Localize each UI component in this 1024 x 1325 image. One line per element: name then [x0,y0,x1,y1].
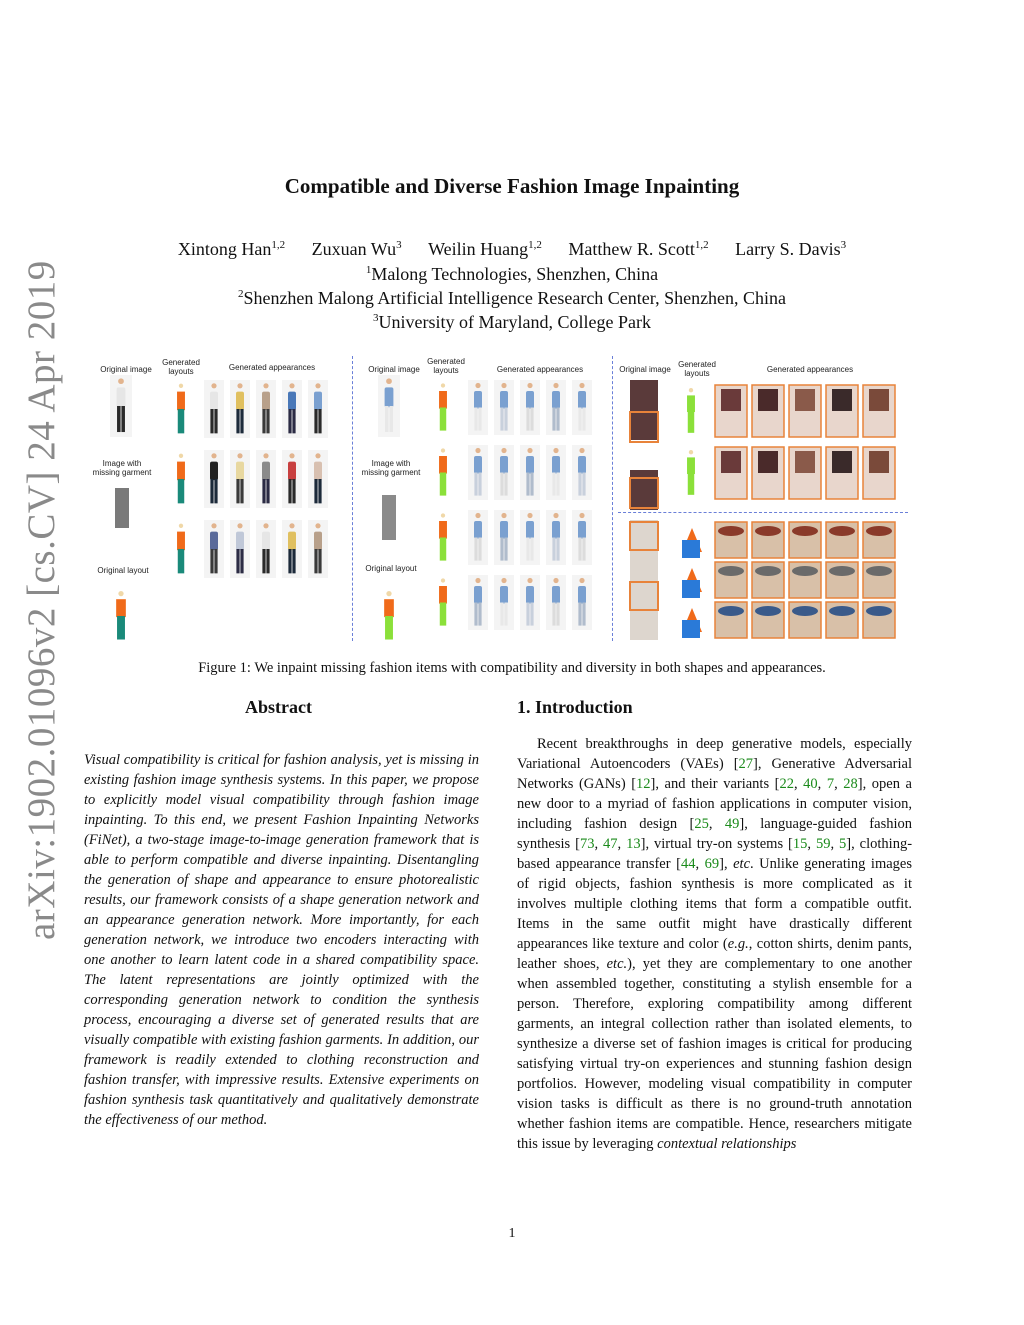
head-shape [315,523,320,528]
leg-shape [478,603,481,626]
top-garment-shape [552,391,560,409]
hat-shape [866,606,892,616]
leg-shape [210,479,213,503]
top-garment-shape [578,521,586,539]
citation-link[interactable]: 44 [680,856,696,872]
panel-separator [352,356,353,641]
leg-shape [578,473,581,496]
head-shape [475,513,480,518]
affiliation: $^3$University of Maryland, College Park [373,312,651,332]
panel-separator [618,512,908,513]
leg-shape [500,408,503,431]
label-generated-layouts: Generated layouts [427,357,465,375]
leg-shape [314,409,317,433]
head-shape [579,383,584,388]
layout-bottom-shape [178,549,184,573]
page-number: 1 [508,1226,516,1241]
head-shape [237,523,242,528]
leg-shape [474,473,477,496]
layout-top-shape [384,599,394,617]
leg-shape [210,549,213,573]
head-shape [263,523,268,528]
citation-link[interactable]: 25 [694,816,709,832]
leg-shape [236,479,239,503]
top-garment-shape [288,392,296,411]
head-shape [211,383,216,388]
citation-link[interactable]: 40 [803,776,818,792]
figure-caption: Figure 1: We inpaint missing fashion items with compatibility and diversity in both shapes and appearances. [198,660,826,676]
layout-top-shape [177,392,185,411]
leg-shape [262,409,265,433]
affiliation: $^1$Malong Technologies, Shenzhen, China [365,264,659,284]
missing-garment-mask [115,488,129,528]
layout-head-shape [118,591,123,596]
leg-shape [504,473,507,496]
layout-top-shape [682,620,700,638]
hat-shape [866,566,892,576]
author: Larry S. Davis$^3$ [735,239,847,259]
layout-bottom-shape [178,479,184,503]
label-generated-appearances: Generated appearances [496,365,584,374]
head-shape [475,578,480,583]
figure-thumbnails [90,350,910,646]
leg-shape [318,549,321,573]
citation-link[interactable]: 69 [704,856,720,872]
top-garment-shape [210,532,218,551]
skirt-shape [758,451,778,473]
citation-link[interactable]: 27 [738,756,754,772]
hat-shape [792,566,818,576]
leg-shape [504,538,507,561]
hat-shape [718,606,744,616]
leg-shape [526,408,529,431]
head-shape [237,383,242,388]
leg-shape [266,549,269,573]
hat-shape [829,526,855,536]
head-shape [211,523,216,528]
leg-shape [288,479,291,503]
panel-separator [612,356,613,641]
leg-shape [474,603,477,626]
label-generated-appearances: Generated appearances [766,365,854,374]
leg-shape [314,549,317,573]
leg-shape [582,408,585,431]
layout-head-shape [441,513,445,517]
label-original-layout: Original layout [365,564,417,573]
hat-shape [755,606,781,616]
skirt-shape [832,389,852,411]
leg-shape [240,479,243,503]
layout-head-shape [179,454,183,458]
skirt-shape [721,451,741,473]
head-shape [289,453,294,458]
top-garment-shape [262,532,270,551]
hat-shape [829,606,855,616]
leg-shape [292,409,295,433]
head-shape [501,383,506,388]
citation-link[interactable]: 7 [826,776,835,792]
leg-shape [117,406,121,432]
citation-link[interactable]: 12 [636,776,651,792]
leg-shape [240,549,243,573]
leg-shape [556,603,559,626]
top-garment-shape [314,392,322,411]
hat-shape [792,526,818,536]
leg-shape [578,538,581,561]
layout-bottom-shape [440,408,446,431]
hat-shape [792,606,818,616]
label-generated-appearances: Generated appearances [228,363,316,372]
top-garment-shape [552,456,560,474]
leg-shape [210,409,213,433]
abstract-heading: Abstract [245,697,312,717]
top-garment-shape [474,521,482,539]
leg-shape [578,408,581,431]
author: Weilin Huang$^{1,2}$ [428,239,542,259]
layout-bottom-shape [688,411,694,433]
top-garment-shape [262,392,270,411]
leg-shape [556,473,559,496]
top-garment-shape [314,532,322,551]
top-garment-shape [578,456,586,474]
leg-shape [214,549,217,573]
citation-link[interactable]: 5 [839,836,847,852]
leg-shape [266,409,269,433]
leg-shape [288,409,291,433]
leg-shape [582,603,585,626]
hat-shape [866,526,892,536]
skirt-shape [721,389,741,411]
leg-shape [500,603,503,626]
head-shape [579,513,584,518]
top-garment-shape [500,521,508,539]
leg-shape [478,538,481,561]
leg-shape [389,406,393,432]
leg-shape [526,603,529,626]
head-shape [289,383,294,388]
layout-top-shape [439,586,447,604]
head-shape [553,513,558,518]
skirt-shape [795,389,815,411]
top-garment-shape [578,391,586,409]
leg-shape [552,473,555,496]
layout-top-shape [439,456,447,474]
leg-shape [121,406,125,432]
leg-shape [504,603,507,626]
top-garment-shape [314,462,322,481]
author: Matthew R. Scott$^{1,2}$ [568,239,709,259]
head-shape [553,448,558,453]
leg-shape [500,473,503,496]
label-original-image: Original image [368,365,420,374]
figure-1 [90,350,910,646]
layout-head-shape [689,450,693,454]
layout-bottom-shape [178,409,184,433]
original-image-thumbnail [630,520,658,640]
leg-shape [474,538,477,561]
head-shape [315,453,320,458]
layout-bottom-shape [385,616,393,640]
citation-link[interactable]: 49 [724,816,740,832]
leg-shape [240,409,243,433]
head-shape [527,578,532,583]
top-garment-shape [236,462,244,481]
top-garment-shape [552,521,560,539]
head-shape [211,453,216,458]
leg-shape [318,409,321,433]
layout-head-shape [179,524,183,528]
layout-top-shape [177,532,185,551]
leg-shape [292,549,295,573]
skirt-shape [869,451,889,473]
head-shape [263,383,268,388]
leg-shape [530,538,533,561]
layout-top-shape [687,457,695,474]
head-shape [501,578,506,583]
leg-shape [530,473,533,496]
leg-shape [214,409,217,433]
top-garment-shape [288,532,296,551]
citation-link[interactable]: 28 [843,776,858,792]
citation-link[interactable]: 59 [815,836,831,852]
hat-shape [829,566,855,576]
leg-shape [526,473,529,496]
head-shape [263,453,268,458]
top-garment-shape [526,586,534,604]
leg-shape [236,549,239,573]
head-shape [118,378,124,384]
label-original-image: Original image [619,365,671,374]
layout-head-shape [441,448,445,452]
top-garment-shape [500,586,508,604]
citation-link[interactable]: 73 [579,836,595,852]
author-list [0,239,1024,260]
leg-shape [552,603,555,626]
top-garment-shape [578,586,586,604]
layout-bottom-shape [117,616,125,640]
original-image-thumbnail [630,470,658,510]
skirt-shape [869,389,889,411]
leg-shape [578,603,581,626]
author: Zuxuan Wu$^3$ [311,239,402,259]
leg-shape [385,406,389,432]
missing-garment-mask [382,495,396,540]
author: Xintong Han$^{1,2}$ [177,239,286,259]
leg-shape [262,479,265,503]
top-garment-shape [117,387,126,407]
head-shape [237,453,242,458]
leg-shape [478,408,481,431]
layout-top-shape [687,395,695,412]
leg-shape [556,408,559,431]
leg-shape [526,538,529,561]
head-shape [553,578,558,583]
label-original-image: Original image [100,365,152,374]
label-original-layout: Original layout [97,566,149,575]
paper-title: Compatible and Diverse Fashion Image Inpainting [284,174,740,198]
leg-shape [314,479,317,503]
head-shape [315,383,320,388]
layout-head-shape [689,388,693,392]
leg-shape [552,408,555,431]
leg-shape [552,538,555,561]
abstract-text: Visual compatibility is critical for fashion analysis, yet is missing in existing fashion image synthesis systems. In this paper, we propose to explicitly model visual compatibility through fashion image inpainting. To this end, we present Fashion Inpainting Networks (FiNet), a two-stage image-to-image generation framework that is able to perform compatible and diverse inpainting. Disentangling the generation of shape and appearance to ensure photorealistic results, our framework consists of a shape generation network and an appearance generation network. More importantly, for each generation network, we introduce two encoders interacting with one another to learn latent code in a shared compatibility space. The latent representations are jointly optimized with the corresponding generation network to condition the synthesis process, encouraging a diverse set of generated results that are visually compatible with existing fashion garments. In addition, our framework is readily extended to clothing reconstruction and fashion transfer, with impressive results. Extensive experiments on fashion synthesis task quantitatively and qualitatively demonstrate the effectiveness of our method. [84,752,479,1128]
leg-shape [504,408,507,431]
layout-head-shape [179,384,183,388]
head-shape [527,448,532,453]
top-garment-shape [526,456,534,474]
top-garment-shape [474,391,482,409]
head-shape [527,383,532,388]
leg-shape [214,479,217,503]
layout-top-shape [439,391,447,409]
top-garment-shape [500,456,508,474]
leg-shape [530,603,533,626]
skirt-shape [832,451,852,473]
citation-link[interactable]: 13 [626,836,641,852]
head-shape [289,523,294,528]
top-garment-shape [500,391,508,409]
label-generated-layouts: Generated layouts [678,360,716,378]
layout-top-shape [682,580,700,598]
top-garment-shape [262,462,270,481]
top-garment-shape [526,521,534,539]
top-garment-shape [526,391,534,409]
top-garment-shape [474,456,482,474]
head-shape [553,383,558,388]
leg-shape [530,408,533,431]
skirt-shape [795,451,815,473]
hat-shape [718,526,744,536]
hat-shape [718,566,744,576]
top-garment-shape [236,532,244,551]
arxiv-identifier: arXiv:1902.01096v2 [cs.CV] 24 Apr 2019 [20,260,63,940]
head-shape [386,378,392,384]
layout-bottom-shape [688,473,694,495]
layout-bottom-shape [440,603,446,626]
label-missing-garment: Image with missing garment [361,459,421,477]
top-garment-shape [236,392,244,411]
top-garment-shape [385,387,394,407]
head-shape [501,448,506,453]
layout-top-shape [177,462,185,481]
layout-top-shape [116,599,126,617]
hat-shape [755,526,781,536]
leg-shape [262,549,265,573]
leg-shape [556,538,559,561]
top-garment-shape [288,462,296,481]
leg-shape [292,479,295,503]
top-garment-shape [474,586,482,604]
leg-shape [236,409,239,433]
introduction-paragraph: Recent breakthroughs in deep generative models, especially Variational Autoencoders (VAEs) [27], Generative Adversarial Networks (GANs) [12], and their variants [22, 40, 7, 28], open a new door to a myriad of fashion applications in computer vision, including fashion design [25, 49], language-guided fashion synthesis [73, 47, 13], virtual try-on systems [15, 59, 5], clothing-based appearance transfer [44, 69], etc. Unlike generating images of rigid objects, fashion synthesis is more complicated as it involves multiple clothing items that form a compatible outfit. Items in the same outfit might have drastically different appearances like texture and color (e.g., cotton shirts, denim pants, leather shoes, etc.), yet they are complementary to one another when assembled together, constituting a stylish ensemble for a person. Therefore, exploring compatibility among different garments, an integral collection rather than isolated elements, to synthesize a diverse set of fashion images is critical for producing satisfying virtual try-on experiences and stunning fashion design portfolios. However, modeling visual compatibility in computer vision tasks is difficult as there is no ground-truth annotation whether fashion items are compatible. Hence, researchers mitigate this issue by leveraging contextual relationships [517,736,913,1152]
skirt-shape [758,389,778,411]
head-shape [475,448,480,453]
original-image-thumbnail [630,380,658,440]
affiliation: $^2$Shenzhen Malong Artificial Intelligence Research Center, Shenzhen, China [237,288,787,308]
layout-head-shape [441,383,445,387]
top-garment-shape [210,392,218,411]
label-generated-layouts: Generated layouts [162,358,200,376]
head-shape [579,578,584,583]
top-garment-shape [552,586,560,604]
leg-shape [288,549,291,573]
leg-shape [266,479,269,503]
head-shape [475,383,480,388]
citation-link[interactable]: 22 [779,776,794,792]
label-missing-garment: Image with missing garment [92,459,152,477]
head-shape [527,513,532,518]
leg-shape [582,473,585,496]
leg-shape [474,408,477,431]
leg-shape [582,538,585,561]
leg-shape [478,473,481,496]
layout-top-shape [682,540,700,558]
layout-head-shape [441,578,445,582]
introduction-text [517,734,912,1154]
layout-top-shape [439,521,447,539]
head-shape [579,448,584,453]
leg-shape [318,479,321,503]
introduction-heading: 1. Introduction [517,697,633,717]
leg-shape [500,538,503,561]
layout-head-shape [386,591,391,596]
layout-bottom-shape [440,538,446,561]
citation-link[interactable]: 15 [792,836,808,852]
head-shape [501,513,506,518]
top-garment-shape [210,462,218,481]
layout-bottom-shape [440,473,446,496]
hat-shape [755,566,781,576]
citation-link[interactable]: 47 [603,836,618,852]
